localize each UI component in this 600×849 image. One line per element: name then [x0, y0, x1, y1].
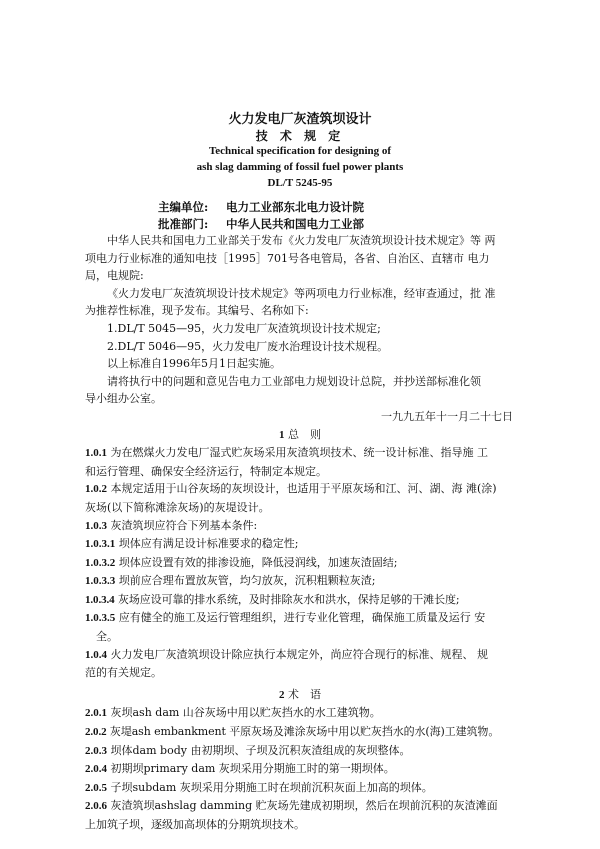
clause-number: 1.0.4 — [85, 648, 107, 661]
term-number: 2.0.1 — [85, 707, 107, 720]
text-line: 项电力行业标准的通知电技［1995］701号各电管局，各省、自治区、直辖市 电力 — [85, 251, 490, 265]
document-title-cn: 火力发电厂灰渣筑坝设计 — [228, 112, 372, 127]
term-number: 2.0.6 — [85, 800, 107, 813]
section-1-number: 1 — [279, 428, 285, 441]
clause-number: 1.0.3.5 — [85, 612, 116, 625]
clause-1-0-3-5 — [85, 609, 515, 628]
term-text: 灰渣筑坝ashslag damming 贮灰场先建成初期坝，然后在坝前沉积的灰渣滩面 — [110, 799, 498, 813]
editor-unit-value: 电力工业部东北电力设计院 — [226, 200, 364, 214]
clause-text: 坝体应有满足设计标准要求的稳定性; — [118, 537, 299, 551]
text-line: 局，电规院: — [85, 269, 144, 283]
text-line: 请将执行中的问题和意见告电力工业部电力规划设计总院，并抄送部标准化领 — [107, 374, 481, 388]
clause-number: 1.0.3.1 — [85, 538, 116, 551]
clause-1-0-3 — [85, 517, 515, 536]
notice-paragraph-4-cont — [85, 390, 515, 408]
approver-value: 中华人民共和国电力工业部 — [226, 217, 364, 231]
clause-number: 1.0.2 — [85, 483, 107, 496]
clause-1-0-4 — [85, 646, 515, 665]
document-title-en-line1: Technical specification for designing of — [208, 145, 392, 157]
approver-row — [158, 216, 364, 232]
clause-number: 1.0.3.4 — [85, 593, 115, 606]
term-2-0-3 — [85, 742, 515, 761]
effective-date-paragraph: 以上标准自1996年5月1日起实施。 — [107, 357, 281, 371]
text-line: 导小组办公室。 — [85, 392, 162, 406]
term-text: 子坝subdam 灰坝采用分期施工时在坝前沉积灰面上加高的坝体。 — [110, 780, 433, 794]
clause-1-0-3-3 — [85, 572, 515, 591]
clause-text: 为在燃煤火力发电厂湿式贮灰场采用灰渣筑坝技术、统一设计标准、指导施 工 — [110, 446, 488, 460]
notice-paragraph-2-cont — [85, 302, 515, 320]
term-2-0-2 — [85, 723, 515, 742]
notice-date: 一九九五年十一月二十七日 — [381, 409, 513, 423]
editor-unit-row — [158, 199, 364, 215]
clause-text: 应有健全的施工及运行管理组织，进行专业化管理，确保施工质量及运行 安 — [118, 611, 486, 625]
term-2-0-6-cont: 上加筑子坝，逐级加高坝体的分期筑坝技术。 — [85, 818, 305, 831]
notice-paragraph-1-cont — [85, 250, 515, 268]
clause-1-0-2 — [85, 480, 515, 499]
clause-text: 灰场应设可靠的排水系统，及时排除灰水和洪水，保持足够的干滩长度; — [117, 592, 460, 606]
clause-1-0-3-5-cont: 全。 — [96, 630, 118, 644]
term-text: 初期坝primary dam 灰坝采用分期施工时的第一期坝体。 — [110, 762, 395, 776]
term-number: 2.0.3 — [85, 744, 107, 757]
notice-paragraph-2 — [85, 285, 515, 303]
section-2-heading — [85, 686, 515, 705]
clause-1-0-4-cont: 范的有关规定。 — [85, 666, 162, 680]
text-line: 《火力发电厂灰渣筑坝设计技术规定》等两项电力行业标准，经审查通过，批 准 — [107, 286, 496, 300]
clause-1-0-2-cont: 灰场(以下简称滩涂灰场)的灰堤设计。 — [85, 500, 270, 514]
clause-1-0-1 — [85, 444, 515, 463]
notice-paragraph-1 — [85, 232, 515, 250]
clause-number: 1.0.3 — [85, 519, 107, 532]
section-1-title: 总 则 — [288, 427, 321, 441]
approver-label: 批准部门: — [158, 217, 209, 231]
section-2-title: 术 语 — [288, 687, 321, 701]
standard-list-item-2: 2.DL/T 5046—95，火力发电厂废水治理设计技术规程。 — [107, 339, 389, 353]
term-2-0-6 — [85, 797, 515, 816]
term-number: 2.0.4 — [85, 763, 107, 776]
clause-text: 本规定适用于山谷灰场的灰坝设计，也适用于平原灰场和江、河、湖、海 滩(涂) — [110, 482, 497, 496]
term-2-0-4 — [85, 760, 515, 779]
standard-list-item-1: 1.DL/T 5045—95，火力发电厂灰渣筑坝设计技术规定; — [107, 321, 381, 335]
document-subtitle: 技 术 规 定 — [255, 129, 345, 143]
term-text: 灰堤ash embankment 平原灰场及滩涂灰场中用以贮灰挡水的水(海)工建筑物。 — [109, 725, 500, 739]
text-line: 中华人民共和国电力工业部关于发布《火力发电厂灰渣筑坝设计技术规定》等 两 — [107, 234, 496, 247]
section-2-number: 2 — [279, 688, 285, 701]
text-line: 为推荐性标准，现予发布。其编号、名称如下: — [85, 304, 309, 318]
clause-text: 坝前应合理布置放灰管，均匀放灰，沉积粗颗粒灰渣; — [118, 574, 376, 588]
document-title-en-line2: ash slag damming of fossil fuel power plants — [196, 161, 404, 173]
term-number: 2.0.5 — [85, 781, 107, 794]
clause-1-0-1-cont: 和运行管理、确保安全经济运行，特制定本规定。 — [85, 464, 327, 478]
term-2-0-1 — [85, 704, 515, 723]
notice-paragraph-4 — [85, 373, 515, 391]
clause-number: 1.0.3.3 — [85, 575, 116, 588]
term-number: 2.0.2 — [85, 726, 107, 739]
clause-1-0-3-4 — [85, 591, 515, 610]
clause-number: 1.0.3.2 — [85, 556, 116, 569]
clause-text: 灰渣筑坝应符合下列基本条件: — [110, 518, 258, 532]
term-text: 灰坝ash dam 山谷灰场中用以贮灰挡水的水工建筑物。 — [110, 706, 381, 720]
clause-1-0-3-1 — [85, 535, 515, 554]
notice-paragraph-1-end — [85, 267, 515, 285]
clause-number: 1.0.1 — [85, 447, 107, 460]
notice-body — [85, 232, 515, 834]
clause-text: 坝体应设置有效的排渗设施，降低浸润线，加速灰渣固结; — [118, 555, 398, 569]
clause-text: 火力发电厂灰渣筑坝设计除应执行本规定外，尚应符合现行的标准、规程、 规 — [110, 647, 488, 661]
term-2-0-5 — [85, 779, 515, 798]
term-text: 坝体dam body 由初期坝、子坝及沉积灰渣组成的灰坝整体。 — [110, 743, 411, 757]
section-1-heading — [85, 426, 515, 445]
clause-1-0-3-2 — [85, 554, 515, 573]
editor-unit-label: 主编单位: — [158, 200, 209, 214]
standard-code: DL/T 5245-95 — [267, 177, 333, 189]
